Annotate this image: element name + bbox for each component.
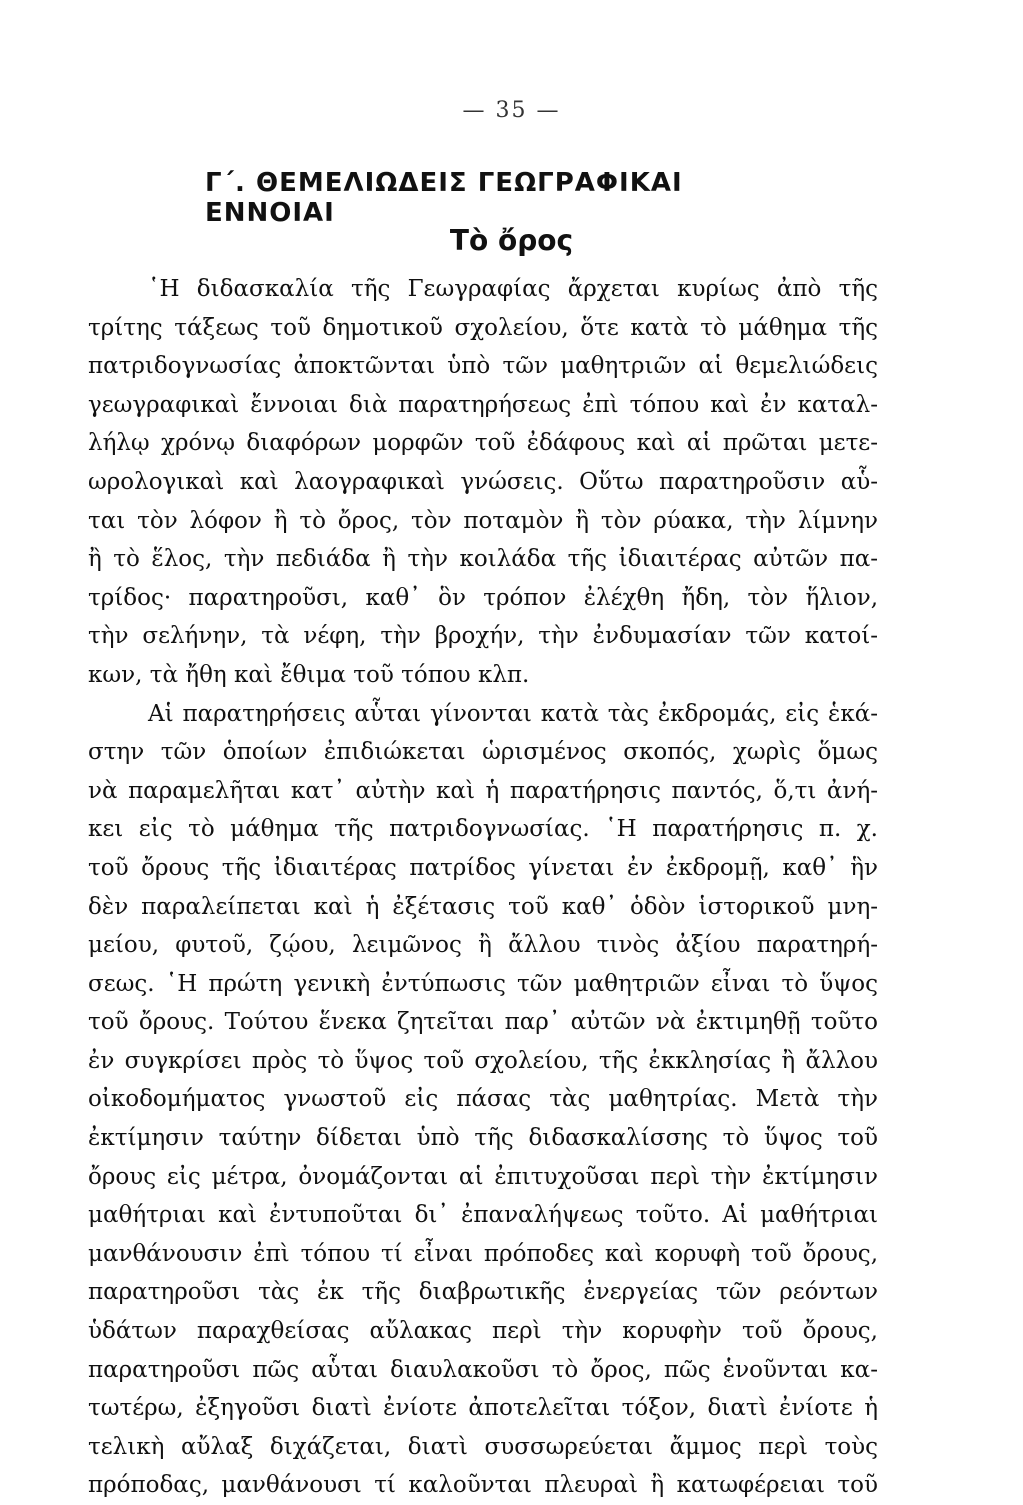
text-line: ῾Η διδασκαλία τῆς Γεωγραφίας ἄρχεται κυρίως ἀπὸ τῆς (148, 276, 878, 302)
text-line: νὰ παραμελῆται κατ᾽ αὐτὴν καὶ ἡ παρατήρησις παντός, ὅ,τι ἀνή- (88, 777, 878, 804)
text-line: ἐκτίμησιν ταύτην δίδεται ὑπὸ τῆς διδασκαλίσσης τὸ ὕψος τοῦ (88, 1125, 878, 1152)
text-line: τρίδος· παρατηροῦσι, καθ᾽ ὃν τρόπον ἐλέχθη ἤδη, τὸν ἥλιον, (88, 584, 878, 611)
text-line: τωτέρω, ἐξηγοῦσι διατὶ ἐνίοτε ἀποτελεῖται τόξον, διατὶ ἐνίοτε ἡ (88, 1395, 878, 1422)
text-line: κων, τὰ ἤθη καὶ ἔθιμα τοῦ τόπου κλπ. (88, 661, 530, 688)
text-line: πατριδογνωσίας ἀποκτῶνται ὑπὸ τῶν μαθητριῶν αἱ θεμελιώδεις (88, 353, 878, 380)
text-line: τὴν σελήνην, τὰ νέφη, τὴν βροχήν, τὴν ἐνδυμασίαν τῶν κατοί- (88, 623, 878, 650)
subtitle: Τὸ ὄρος (449, 224, 574, 257)
paragraph-1 (88, 270, 878, 695)
text-line: κει εἰς τὸ μάθημα τῆς πατριδογνωσίας. ῾Η παρατήρησις π. χ. (88, 816, 878, 843)
text-line: Αἱ παρατηρήσεις αὗται γίνονται κατὰ τὰς ἐκδρομάς, εἰς ἑκά- (148, 700, 878, 727)
page-number: — 35 — (462, 98, 561, 123)
text-line: ὑδάτων παραχθείσας αὔλακας περὶ τὴν κορυφὴν τοῦ ὄρους, (88, 1318, 878, 1345)
text-line: τρίτης τάξεως τοῦ δημοτικοῦ σχολείου, ὅτε κατὰ τὸ μάθημα τῆς (88, 314, 878, 341)
text-line: οἰκοδομήματος γνωστοῦ εἰς πάσας τὰς μαθητρίας. Μετὰ τὴν (88, 1086, 878, 1113)
text-line: παρατηροῦσι πῶς αὗται διαυλακοῦσι τὸ ὄρος, πῶς ἑνοῦνται κα- (88, 1356, 878, 1383)
text-line: ωρολογικαὶ καὶ λαογραφικαὶ γνώσεις. Οὕτω παρατηροῦσιν αὗ- (88, 468, 878, 495)
text-line: μαθήτριαι καὶ ἐντυποῦται δι᾽ ἐπαναλήψεως τοῦτο. Αἱ μαθήτριαι (88, 1202, 878, 1229)
text-line: ἐν συγκρίσει πρὸς τὸ ὕψος τοῦ σχολείου, τῆς ἐκκλησίας ἢ ἄλλου (88, 1047, 878, 1074)
text-line: δὲν παραλείπεται καὶ ἡ ἐξέτασις τοῦ καθ᾽ ὁδὸν ἱστορικοῦ μνη- (88, 893, 878, 920)
text-line: πρόποδας, μανθάνουσι τί καλοῦνται πλευραὶ ἢ κατωφέρειαι τοῦ (88, 1472, 878, 1499)
paragraph-2 (88, 695, 878, 1505)
text-line: ἢ τὸ ἕλος, τὴν πεδιάδα ἢ τὴν κοιλάδα τῆς ἰδιαιτέρας αὐτῶν πα- (88, 546, 878, 573)
text-line: ται τὸν λόφον ἢ τὸ ὄρος, τὸν ποταμὸν ἢ τὸν ρύακα, τὴν λίμνην (88, 507, 878, 534)
text-line: σεως. ῾Η πρώτη γενικὴ ἐντύπωσις τῶν μαθητριῶν εἶναι τὸ ὕψος (88, 970, 878, 997)
text-line: μανθάνουσιν ἐπὶ τόπου τί εἶναι πρόποδες καὶ κορυφὴ τοῦ ὄρους, (88, 1240, 878, 1267)
text-line: γεωγραφικαὶ ἔννοιαι διὰ παρατηρήσεως ἐπὶ τόπου καὶ ἐν καταλ- (88, 391, 878, 418)
text-line: τελικὴ αὔλαξ διχάζεται, διατὶ συσσωρεύεται ἄμμος περὶ τοὺς (88, 1433, 878, 1460)
text-line: τοῦ ὄρους. Τούτου ἕνεκα ζητεῖται παρ᾽ αὐτῶν νὰ ἐκτιμηθῇ τοῦτο (88, 1009, 878, 1036)
body-text (88, 270, 878, 1505)
section-title: Γ΄. ΘΕΜΕΛΙΩΔΕΙΣ ΓΕΩΓΡΑΦΙΚΑΙ ΕΝΝΟΙΑΙ (205, 168, 683, 228)
text-line: παρατηροῦσι τὰς ἐκ τῆς διαβρωτικῆς ἐνεργείας τῶν ρεόντων (88, 1279, 878, 1306)
text-line: μείου, φυτοῦ, ζῴου, λειμῶνος ἢ ἄλλου τινὸς ἀξίου παρατηρή- (88, 932, 878, 959)
text-line: λήλῳ χρόνῳ διαφόρων μορφῶν τοῦ ἐδάφους καὶ αἱ πρῶται μετε- (88, 430, 878, 457)
text-line: στην τῶν ὁποίων ἐπιδιώκεται ὡρισμένος σκοπός, χωρὶς ὅμως (88, 739, 878, 766)
text-line: τοῦ ὄρους τῆς ἰδιαιτέρας πατρίδος γίνεται ἐν ἐκδρομῇ, καθ᾽ ἣν (88, 854, 878, 881)
text-line: ὄρους εἰς μέτρα, ὀνομάζονται αἱ ἐπιτυχοῦσαι περὶ τὴν ἐκτίμησιν (88, 1163, 878, 1190)
